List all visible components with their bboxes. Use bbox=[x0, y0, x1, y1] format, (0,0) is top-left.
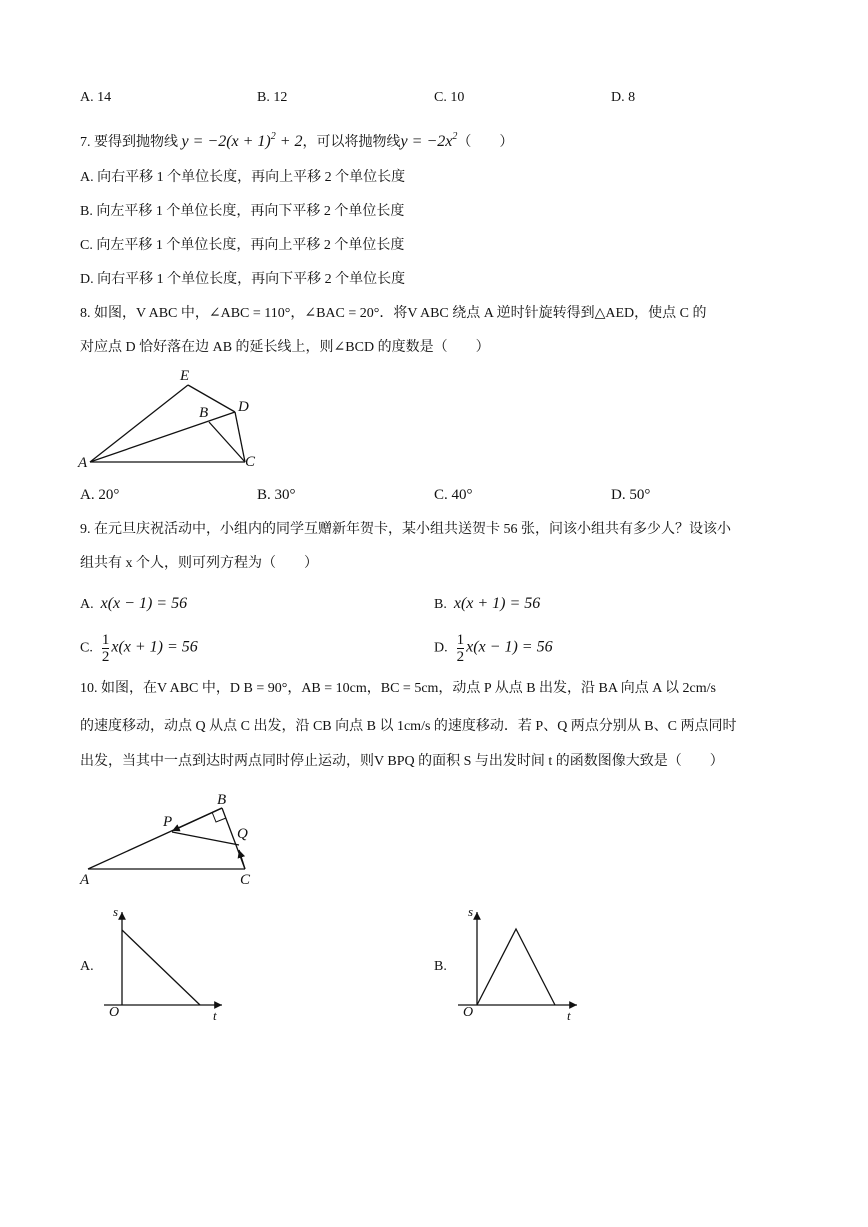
q6-option-a: A. 14 bbox=[80, 90, 112, 105]
q6-option-d: D. 8 bbox=[611, 90, 636, 105]
q10-label-c: C bbox=[240, 872, 251, 888]
q10-label-p: P bbox=[163, 814, 173, 830]
q8-label-d: D bbox=[238, 399, 249, 415]
q9-option-d: D. $\frac{1}{2}$ x(x − 1) = 56 bbox=[434, 632, 553, 665]
q9-option-a: A. x(x − 1) = 56 bbox=[80, 595, 188, 612]
q7-option-b: B. 向左平移 1 个单位长度，再向下平移 2 个单位长度 bbox=[80, 204, 405, 219]
q10-label-b: B bbox=[217, 792, 227, 808]
q10-graph-b-origin: O bbox=[463, 1005, 474, 1020]
q8-option-b: B. 30° bbox=[257, 487, 296, 503]
q9-stem-line2: 组共有 x 个人，则可列方程为（ ） bbox=[80, 556, 318, 571]
q7-equation-1: $y = -2(x + 1)^2 + 2$ bbox=[181, 131, 303, 150]
q7-answer-paren: （ ） bbox=[457, 135, 514, 150]
q10-graph-a-origin: O bbox=[109, 1005, 120, 1020]
q10-stem-line3: 出发，当其中一点到达时两点同时停止运动，则V BPQ 的面积 S 与出发时间 t 的函数图像大致是（ ） bbox=[80, 754, 724, 769]
q10-stem-line2: 的速度移动，动点 Q 从点 C 出发，沿 CB 向点 B 以 1cm/s 的速度移动．若 P、Q 两点分别从 B、C 两点同时 bbox=[80, 719, 737, 734]
q7-option-d: D. 向右平移 1 个单位长度，再向下平移 2 个单位长度 bbox=[80, 272, 406, 287]
q10-graph-a-y-label: s bbox=[113, 904, 119, 919]
q9-option-c: C. $\frac{1}{2}$ x(x + 1) = 56 bbox=[80, 632, 198, 665]
q6-option-c: C. 10 bbox=[434, 90, 465, 105]
q10-graph-b-letter: B. bbox=[434, 959, 447, 974]
q10-graph-b-y-label: s bbox=[468, 904, 474, 919]
q8-stem-line1: 8. 如图，V ABC 中，∠ABC = 110°，∠BAC = 20°．将V ABC 绕点 A 逆时针旋转得到△AED，使点 C 的 bbox=[80, 306, 707, 321]
q9-stem-line1: 9. 在元旦庆祝活动中，小组内的同学互赠新年贺卡，某小组共送贺卡 56 张，问该小组共有多少人？设该小 bbox=[80, 522, 731, 537]
q8-label-e: E bbox=[180, 368, 190, 384]
q10-graph-a-x-label: t bbox=[213, 1008, 217, 1023]
q10-graph-a-letter: A. bbox=[80, 959, 94, 974]
q8-option-a: A. 20° bbox=[80, 487, 120, 503]
q9-option-b: B. x(x + 1) = 56 bbox=[434, 595, 541, 612]
q7-option-a: A. 向右平移 1 个单位长度，再向上平移 2 个单位长度 bbox=[80, 170, 406, 185]
q8-label-a: A bbox=[78, 455, 88, 471]
q7-prefix: 7. 要得到抛物线 bbox=[80, 135, 178, 150]
q8-label-b: B bbox=[199, 405, 209, 421]
q7-option-c: C. 向左平移 1 个单位长度，再向上平移 2 个单位长度 bbox=[80, 238, 405, 253]
q8-label-c: C bbox=[245, 454, 256, 470]
q10-label-q: Q bbox=[237, 826, 248, 842]
q10-graph-b-x-label: t bbox=[567, 1008, 571, 1023]
q8-option-c: C. 40° bbox=[434, 487, 473, 503]
q10-label-a: A bbox=[80, 872, 90, 888]
q8-stem-line2: 对应点 D 恰好落在边 AB 的延长线上，则∠BCD 的度数是（ ） bbox=[80, 340, 490, 355]
q7-mid: ，可以将抛物线 bbox=[302, 135, 401, 150]
q10-stem-line1: 10. 如图，在V ABC 中，D B = 90°，AB = 10cm，BC = 5cm，动点 P 从点 B 出发，沿 BA 向点 A 以 2cm/s bbox=[80, 681, 716, 696]
q6-option-b: B. 12 bbox=[257, 90, 288, 105]
q8-option-d: D. 50° bbox=[611, 487, 651, 503]
q7-equation-2: $y = -2x^2$ bbox=[400, 131, 458, 150]
